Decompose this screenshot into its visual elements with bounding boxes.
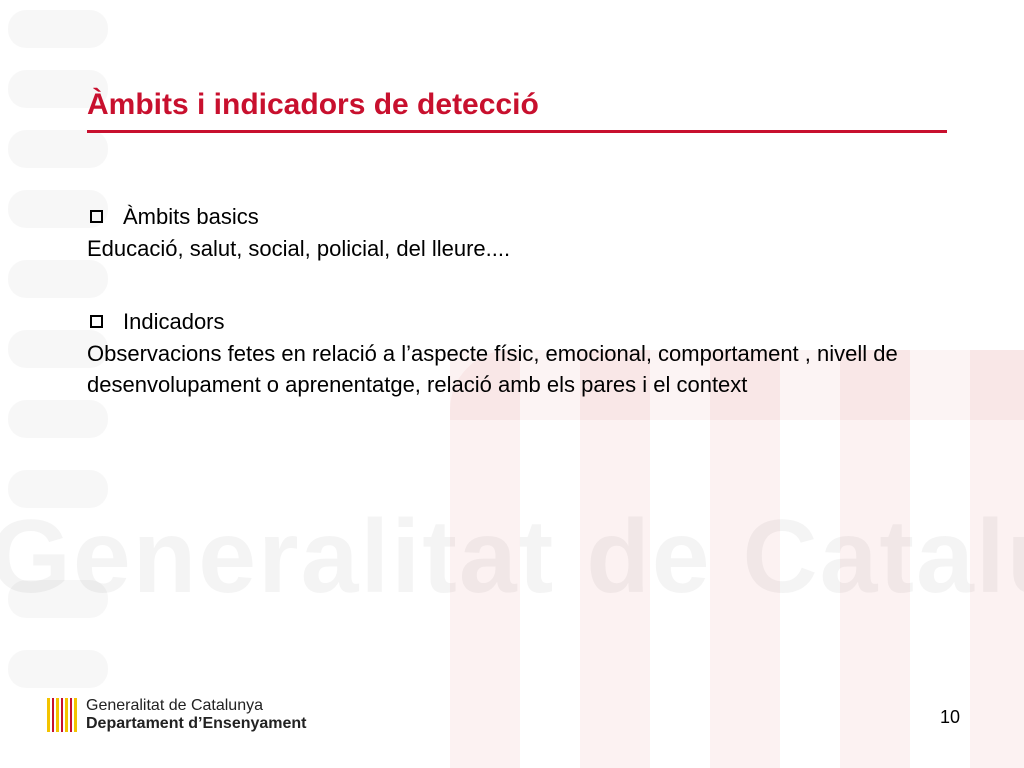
bullet-body: Observacions fetes en relació a l’aspecte físic, emocional, comportament , nivell de desenvolupament o aprenentatge, relació amb els pares i el context	[87, 341, 898, 397]
square-bullet-icon	[90, 210, 103, 223]
bullet-ambits	[87, 200, 947, 233]
bullet-heading: Indicadors	[123, 309, 225, 334]
page-number: 10	[940, 707, 961, 727]
bullet-body: Educació, salut, social, policial, del lleure....	[87, 236, 511, 261]
watermark-text	[0, 498, 1024, 617]
title-underline	[87, 130, 947, 133]
footer-department: Departament d’Ensenyament	[86, 715, 307, 732]
footer-organization	[86, 697, 307, 733]
slide-title: Àmbits i indicadors de detecció	[87, 88, 539, 121]
generalitat-logo-icon	[47, 698, 77, 732]
bullet-indicadors	[87, 305, 947, 338]
slide-content	[87, 200, 947, 400]
square-bullet-icon	[90, 315, 103, 328]
bullet-heading: Àmbits basics	[123, 204, 259, 229]
footer-org-name: Generalitat de Catalunya	[86, 697, 263, 714]
